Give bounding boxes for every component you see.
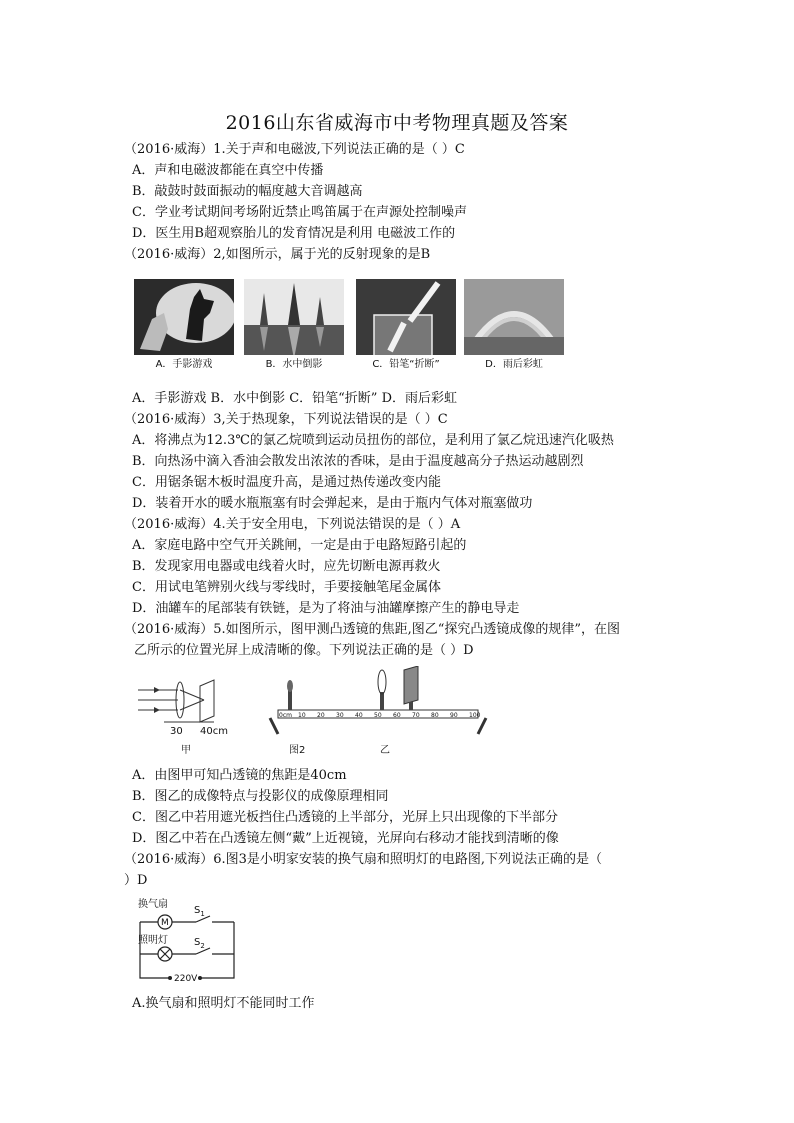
ruler-tick-labels	[279, 712, 479, 722]
question-6-stem-line-2: ）D	[124, 873, 148, 888]
picture-caption-c: C．铅笔“折断”	[356, 355, 456, 375]
voltage-label: 220V	[174, 974, 198, 984]
lamp-label: 照明灯	[138, 935, 168, 946]
picture-hand-shadow	[134, 279, 234, 375]
figure-yi-optical-bench	[264, 666, 494, 736]
fan-label: 换气扇	[138, 899, 168, 910]
switch-s2-label: $S_2$	[194, 937, 205, 950]
question-1-option-d: D．医生用B超观察胎儿的发育情况是利用 电磁波工作的	[132, 226, 456, 241]
figure-jia-tick-30: 30	[170, 726, 183, 737]
figure-yi-label: 乙	[380, 745, 390, 756]
picture-caption-a: A．手影游戏	[134, 355, 234, 375]
ruler-tick-5: 50	[374, 712, 382, 719]
question-5-stem-line-2: 乙所示的位置光屏上成清晰的像。下列说法正确的是（ ）D	[134, 643, 474, 658]
question-1-option-c: C．学业考试期间考场附近禁止鸣笛属于在声源处控制噪声	[132, 205, 467, 220]
motor-symbol: M	[161, 918, 169, 928]
question-1-option-a: A．声和电磁波都能在真空中传播	[132, 163, 324, 178]
question-5-figure	[134, 666, 494, 762]
question-4-option-d: D．油罐车的尾部装有铁链，是为了将油与油罐摩擦产生的静电导走	[132, 601, 520, 616]
question-3-option-a: A．将沸点为12.3℃的氯乙烷喷到运动员扭伤的部位，是利用了氯乙烷迅速汽化吸热	[132, 433, 614, 448]
question-6-circuit-diagram	[134, 896, 244, 988]
question-5-option-b: B．图乙的成像特点与投影仪的成像原理相同	[132, 789, 389, 804]
ruler-tick-8: 80	[431, 712, 439, 719]
ruler-tick-1: 10	[298, 712, 306, 719]
switch-s1-label: $S_1$	[194, 905, 205, 918]
question-2-pictures	[134, 279, 564, 375]
figure-2-label: 图2	[289, 745, 306, 756]
question-4-option-c: C．用试电笔辨别火线与零线时，手要接触笔尾金属体	[132, 580, 441, 595]
question-6-option-a: A.换气扇和照明灯不能同时工作	[132, 996, 315, 1011]
question-5-stem-line-1: （2016·威海）5.如图所示，图甲测凸透镜的焦距,图乙“探究凸透镜成像的规律”，在图	[124, 622, 621, 637]
ruler-tick-4: 40	[355, 712, 363, 719]
picture-broken-pencil	[356, 279, 456, 375]
picture-water-reflection	[244, 279, 344, 375]
question-2-options: A．手影游戏 B．水中倒影 C．铅笔“折断” D．雨后彩虹	[132, 391, 458, 406]
question-4-stem: （2016·威海）4.关于安全用电，下列说法错误的是（ ）A	[124, 517, 461, 532]
ruler-tick-2: 20	[317, 712, 325, 719]
ruler-tick-0: 0cm	[279, 712, 292, 719]
ruler-tick-3: 30	[336, 712, 344, 719]
ruler-tick-9: 90	[450, 712, 458, 719]
question-5-option-c: C．图乙中若用遮光板挡住凸透镜的上半部分，光屏上只出现像的下半部分	[132, 810, 558, 825]
question-5-option-a: A．由图甲可知凸透镜的焦距是40cm	[132, 768, 347, 783]
question-3-stem: （2016·威海）3,关于热现象，下列说法错误的是（ ）C	[124, 412, 448, 427]
ruler-tick-7: 70	[412, 712, 420, 719]
figure-jia-tick-40: 40cm	[200, 726, 228, 737]
question-3-option-b: B．向热汤中滴入香油会散发出浓浓的香味，是由于温度越高分子热运动越剧烈	[132, 454, 584, 469]
question-4-option-b: B．发现家用电器或电线着火时，应先切断电源再救火	[132, 559, 441, 574]
figure-jia-label: 甲	[181, 745, 191, 756]
question-3-option-d: D．装着开水的暖水瓶瓶塞有时会弹起来，是由于瓶内气体对瓶塞做功	[132, 496, 533, 511]
question-6-stem-line-1: （2016·威海）6.图3是小明家安装的换气扇和照明灯的电路图,下列说法正确的是（	[124, 852, 603, 867]
page-title: 2016山东省威海市中考物理真题及答案	[225, 112, 569, 134]
ruler-tick-10: 100	[469, 712, 481, 719]
question-2-stem: （2016·威海）2,如图所示，属于光的反射现象的是B	[124, 247, 431, 262]
question-1-stem: （2016·威海）1.关于声和电磁波,下列说法正确的是（ ）C	[124, 142, 465, 157]
ruler-tick-6: 60	[393, 712, 401, 719]
picture-caption-b: B．水中倒影	[244, 355, 344, 375]
question-3-option-c: C．用锯条锯木板时温度升高，是通过热传递改变内能	[132, 475, 441, 490]
question-4-option-a: A．家庭电路中空气开关跳闸，一定是由于电路短路引起的	[132, 538, 467, 553]
question-1-option-b: B．敲鼓时鼓面振动的幅度越大音调越高	[132, 184, 363, 199]
question-5-option-d: D．图乙中若在凸透镜左侧“戴”上近视镜，光屏向右移动才能找到清晰的像	[132, 831, 559, 846]
picture-rainbow	[464, 279, 564, 375]
picture-caption-d: D．雨后彩虹	[464, 355, 564, 375]
